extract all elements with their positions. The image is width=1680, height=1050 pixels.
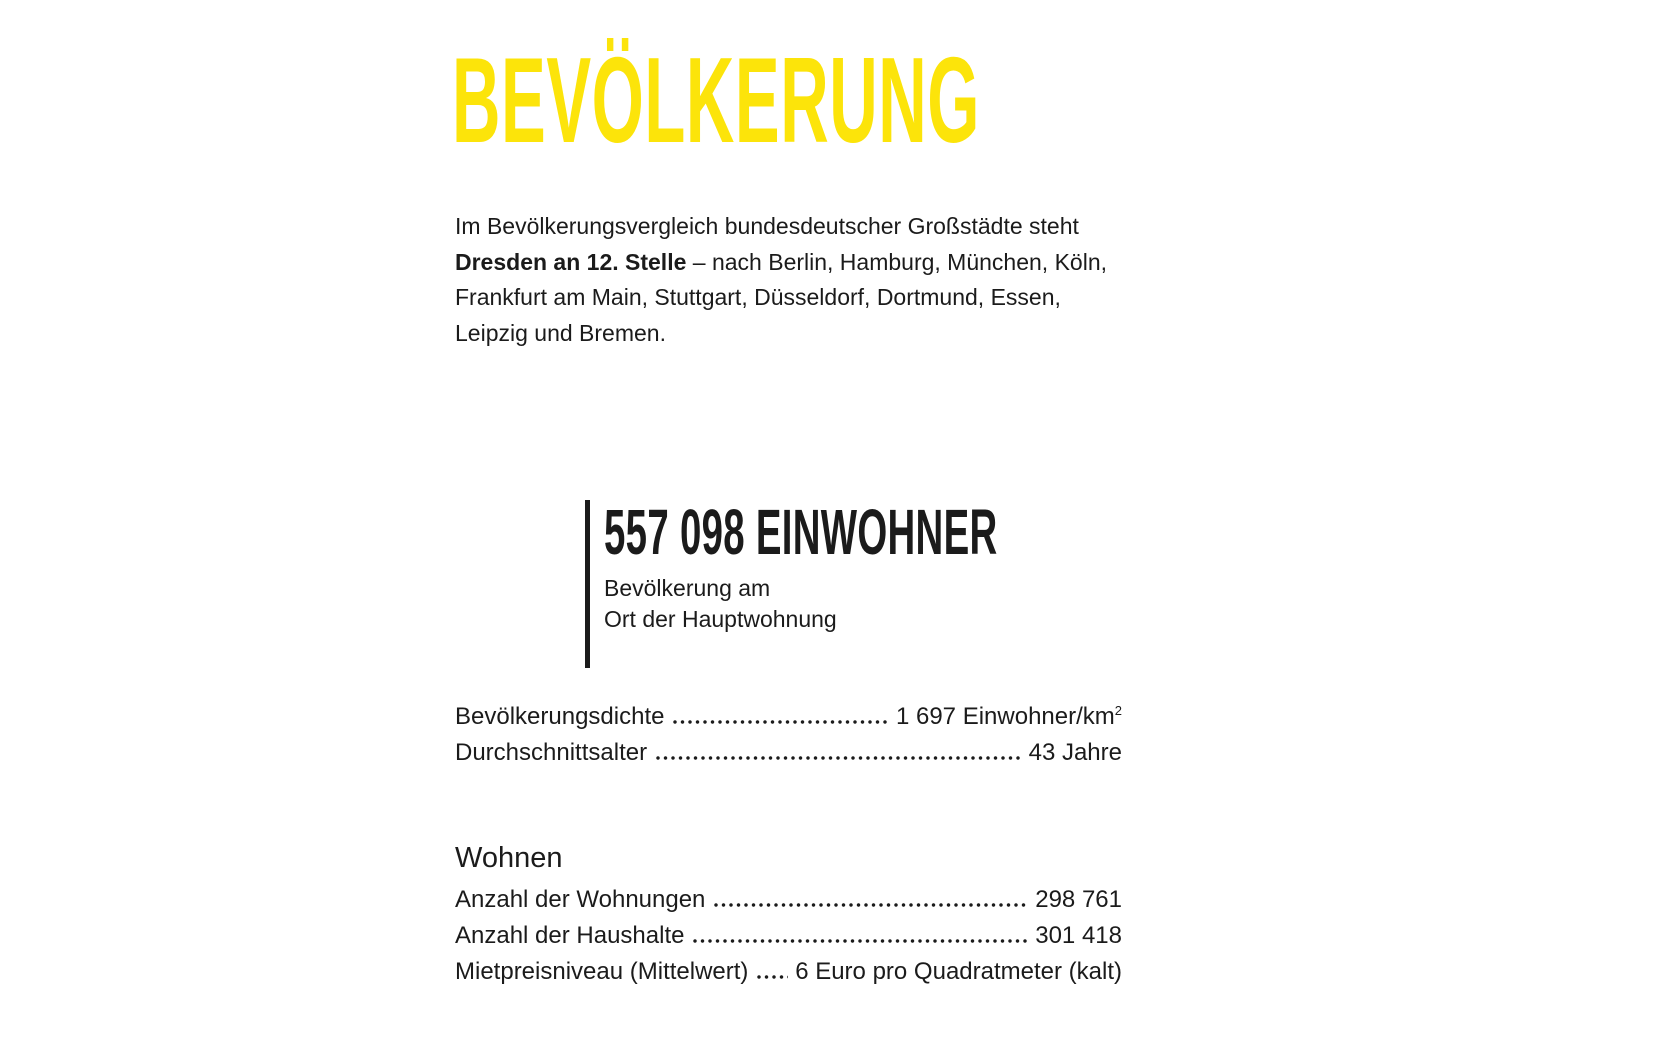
stat-row-label: Bevölkerungsdichte — [455, 703, 665, 730]
wohnen-section — [455, 838, 1122, 994]
dot-leader — [714, 903, 1028, 907]
intro-paragraph — [455, 209, 1135, 351]
population-stats-list — [455, 703, 1122, 775]
stat-row-households — [455, 922, 1122, 958]
stat-row-rent-level — [455, 958, 1122, 994]
population-caption-line-1: Bevölkerung am — [604, 575, 771, 601]
stat-row-density — [455, 703, 1122, 739]
stat-content — [604, 496, 1260, 668]
dot-leader — [673, 720, 889, 724]
stat-row-value: 298 761 — [1035, 886, 1122, 913]
wohnen-heading: Wohnen — [455, 842, 563, 874]
intro-line-4: Leipzig und Bremen. — [455, 319, 666, 346]
stat-row-value: 1 697 Einwohner/$km^2$ — [895, 703, 1122, 730]
stat-accent-bar — [585, 500, 590, 668]
stat-row-label: Mietpreisniveau (Mittelwert) — [455, 958, 749, 985]
stat-row-value: 6 Euro pro Quadratmeter (kalt) — [795, 958, 1122, 985]
population-stat-block — [585, 496, 1260, 668]
population-count: 557 098 EINWOHNER — [604, 496, 998, 568]
page-title: BEVÖLKERUNG — [452, 32, 980, 168]
intro-line-2-rest: – nach Berlin, Hamburg, München, Köln, — [686, 248, 1108, 275]
dot-leader — [693, 939, 1028, 943]
intro-bold-dresden-rank: Dresden an 12. Stelle — [455, 248, 687, 275]
population-caption — [604, 573, 1260, 635]
stat-row-label: Durchschnittsalter — [455, 739, 648, 766]
wohnen-stats-list — [455, 886, 1122, 994]
stat-row-average-age — [455, 739, 1122, 775]
stat-row-label: Anzahl der Wohnungen — [455, 886, 706, 913]
dot-leader — [757, 975, 788, 979]
superscript-2: 2 — [1114, 703, 1122, 718]
stat-row-label: Anzahl der Haushalte — [455, 922, 685, 949]
stat-row-value: 301 418 — [1035, 922, 1122, 949]
intro-line-1: Im Bevölkerungsvergleich bundesdeutscher Großstädte steht — [455, 213, 1079, 239]
stat-row-value: 43 Jahre — [1028, 739, 1122, 766]
intro-line-3: Frankfurt am Main, Stuttgart, Düsseldorf, Dortmund, Essen, — [455, 284, 1061, 310]
stat-row-dwellings — [455, 886, 1122, 922]
dot-leader — [656, 756, 1022, 760]
population-caption-line-2: Ort der Hauptwohnung — [604, 606, 837, 632]
